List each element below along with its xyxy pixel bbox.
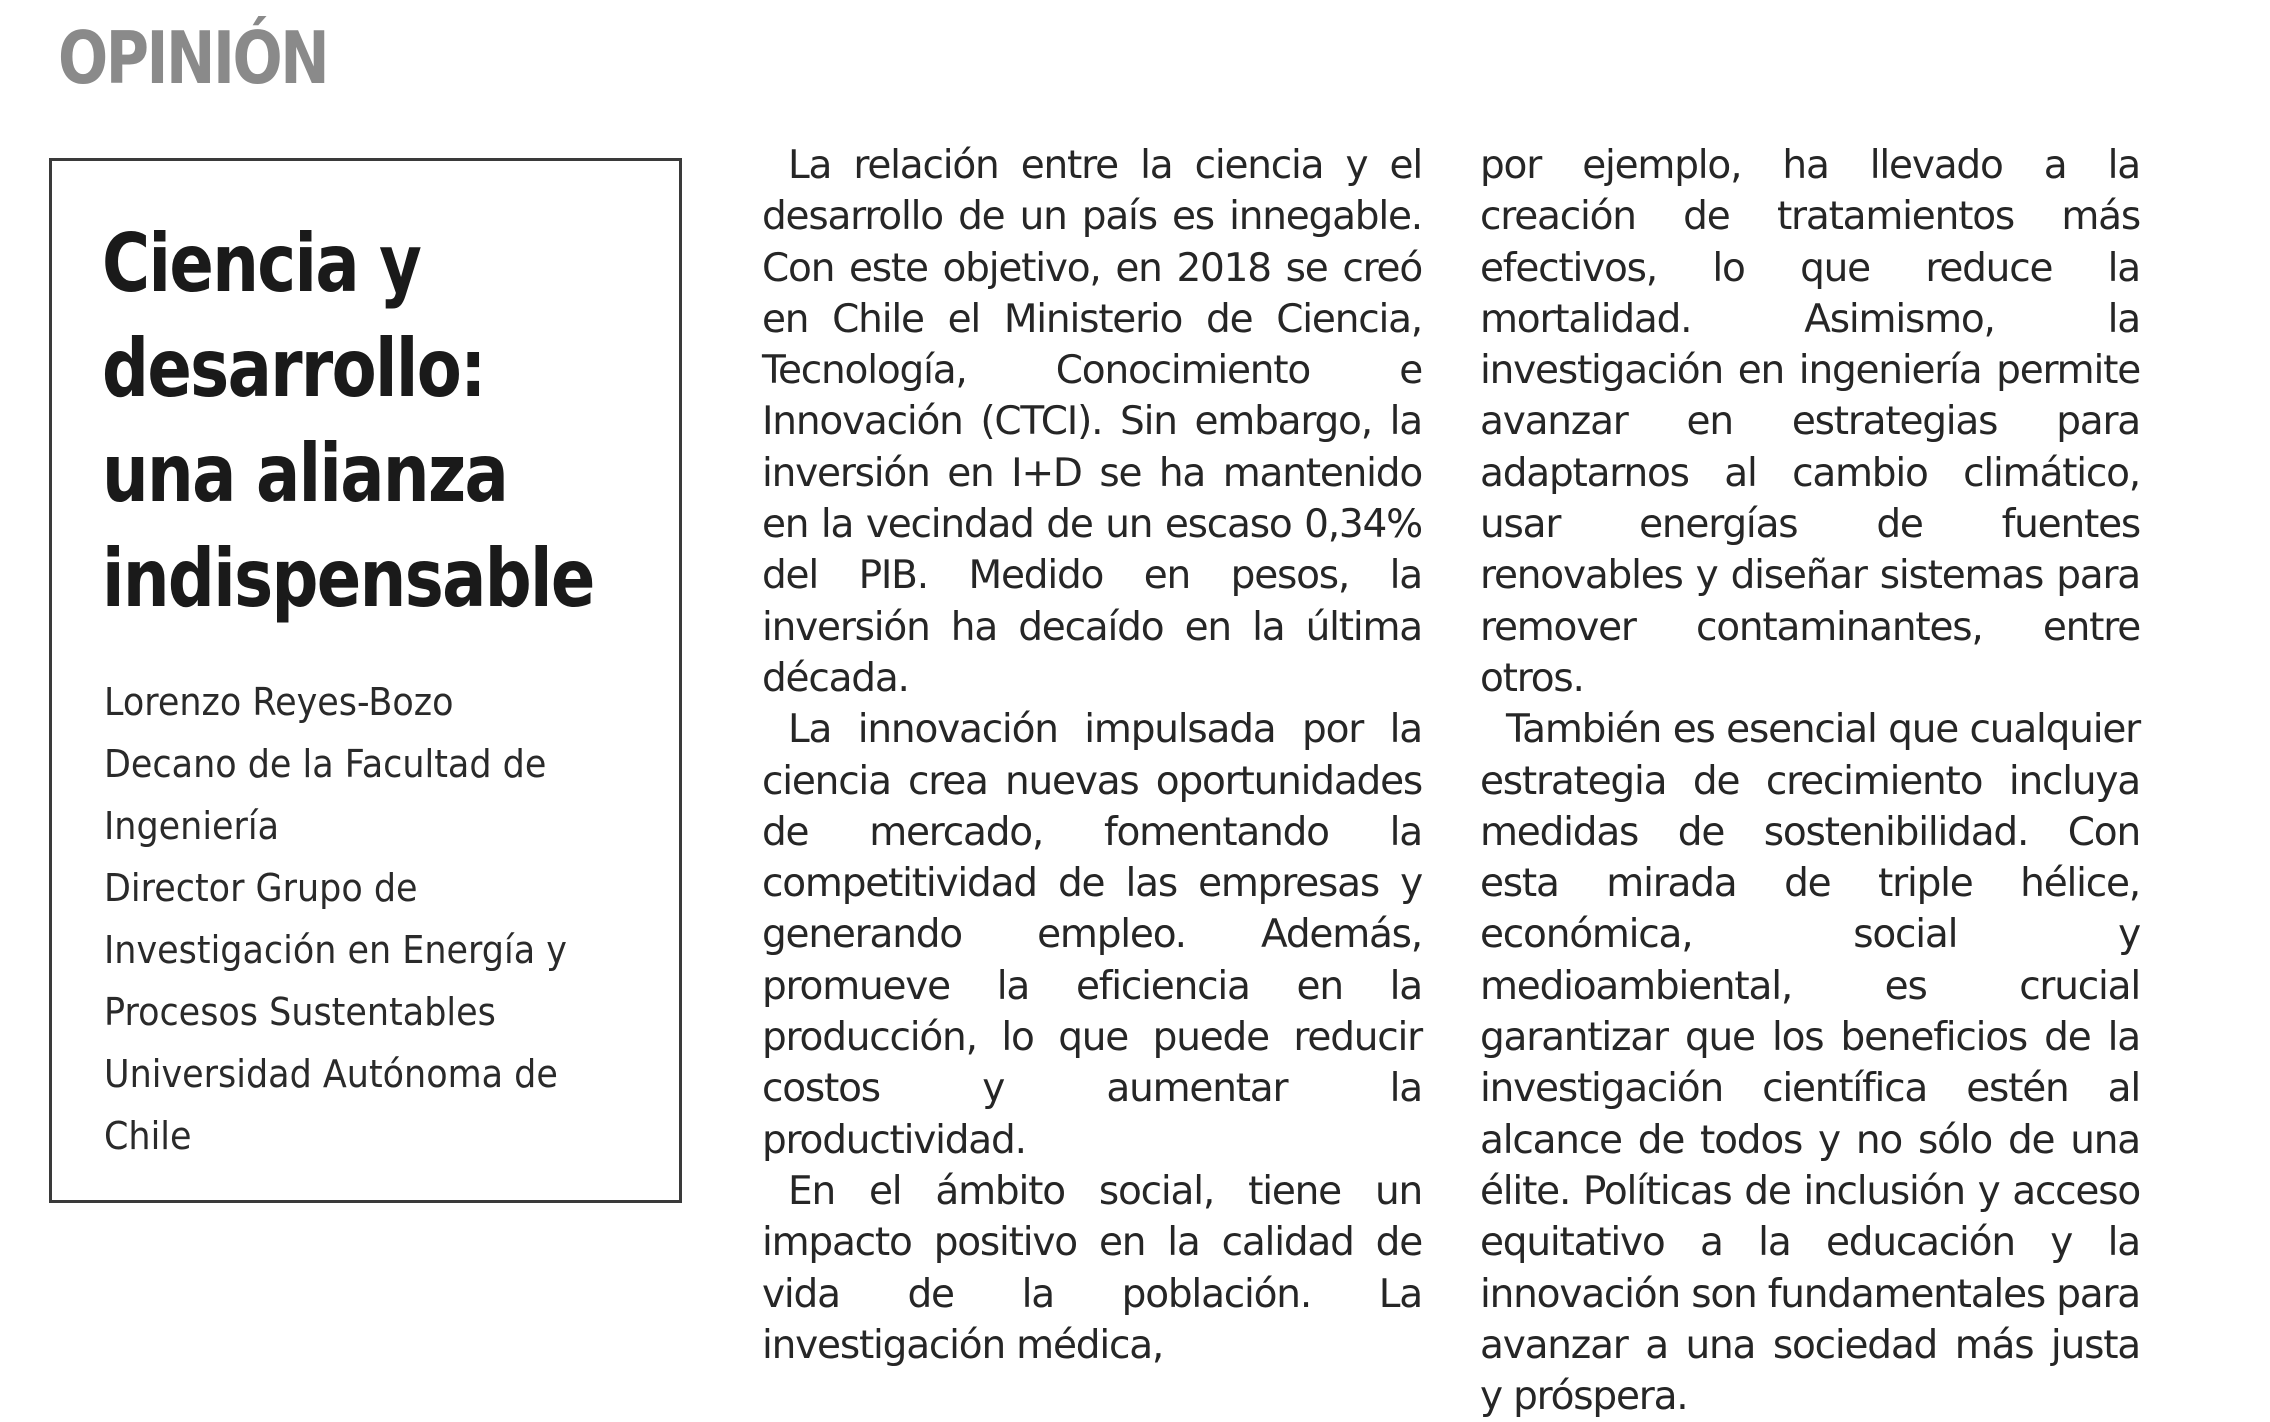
section-label: OPINIÓN [58,16,328,100]
author-name: Lorenzo Reyes-Bozo [104,680,454,724]
headline-line: desarrollo: [102,322,485,415]
author-role: Director Grupo de [104,866,418,910]
article-paragraph: También es esencial que cualquier estrategia de crecimiento incluya medidas de sostenibilidad. Con esta mirada de triple hélice, económica, social y medioambiental, es crucial garantizar que los beneficios de la investigación científica estén al alcance de todos y no sólo de una élite. Políticas de inclusión y acceso equitativo a la educación y la innovación son fundamentales para avanzar a una sociedad más justa y próspera. [1480,707,2140,1420]
article-column-1 [762,140,1422,1371]
article-column-2 [1480,140,2140,1422]
article-paragraph: En el ámbito social, tiene un impacto positivo en la calidad de vida de la población. La investigación médica, [762,1168,1422,1368]
headline [102,211,610,631]
headline-line: Ciencia y [102,217,421,310]
author-affiliation: Chile [104,1114,192,1158]
author-role: Decano de la Facultad de [104,742,547,786]
author-role: Investigación en Energía y [104,928,567,972]
author-affiliation: Universidad Autónoma de [104,1052,558,1096]
article-paragraph: por ejemplo, ha llevado a la creación de tratamientos más efectivos, lo que reduce la mortalidad. Asimismo, la investigación en ingeniería permite avanzar en estrategias para adaptarnos al cambio climático, usar energías de fuentes renovables y diseñar sistemas para remover contaminantes, entre otros. [1480,143,2140,701]
author-role: Ingeniería [104,804,280,848]
headline-line: indispensable [102,532,594,625]
article-paragraph: La innovación impulsada por la ciencia crea nuevas oportunidades de mercado, fomentando la competitividad de las empresas y generando empleo. Además, promueve la eficiencia en la producción, lo que puede reducir costos y aumentar la productividad. [762,707,1422,1163]
article-paragraph: La relación entre la ciencia y el desarrollo de un país es innegable. Con este objetivo, en 2018 se creó en Chile el Ministerio de Ciencia, Tecnología, Conocimiento e Innovación (CTCI). Sin embargo, la inversión en I+D se ha mantenido en la vecindad de un escaso 0,34% del PIB. Medido en pesos, la inversión ha decaído en la última década. [762,143,1422,701]
headline-box [49,158,682,1203]
author-byline [104,671,638,1167]
author-role: Procesos Sustentables [104,990,496,1034]
headline-line: una alianza [102,427,508,520]
